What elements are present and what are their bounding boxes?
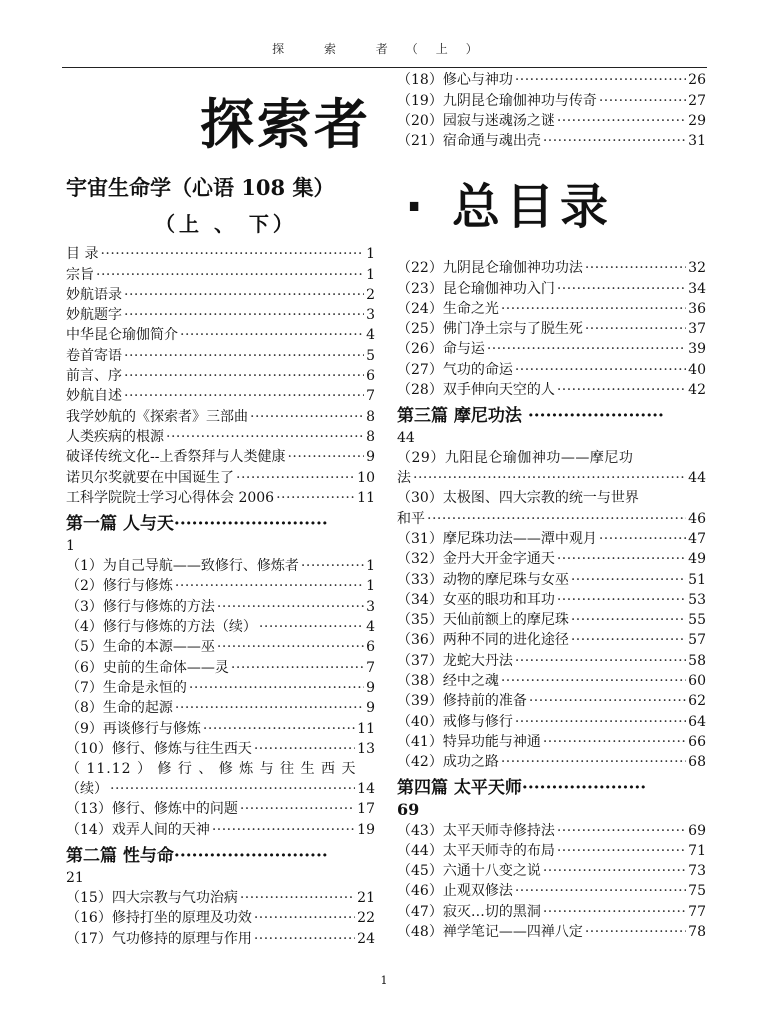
- leader-dots: [501, 299, 686, 319]
- toc-entry-title: 诺贝尔奖就要在中国诞生了: [66, 469, 234, 486]
- toc-entry-page: 29: [688, 112, 706, 129]
- leader-dots: [301, 556, 364, 576]
- toc-entry[interactable]: [397, 650, 706, 670]
- toc-entry-page: 10: [357, 469, 375, 486]
- toc-entry-page: 2: [366, 286, 375, 303]
- leader-dots: [96, 265, 364, 285]
- leader-dots: [166, 427, 364, 447]
- toc-entry[interactable]: [397, 841, 706, 861]
- toc-entry-title: （29）九阳昆仑瑜伽神功——摩尼功: [397, 450, 634, 467]
- toc-entry-wrapped[interactable]: （ 11.12 ） 修 行 、 修 炼 与 往 生 西 天 （续） ····· 14: [66, 759, 375, 799]
- toc-entry-page: 60: [688, 673, 706, 690]
- leader-dots: [487, 339, 686, 359]
- leader-dots: [571, 610, 686, 630]
- leader-dots: [515, 651, 686, 671]
- toc-entry-page: 40: [688, 361, 706, 378]
- leader-dots: [254, 908, 355, 928]
- toc-entry-page: 36: [688, 300, 706, 317]
- toc-entry-page: 53: [688, 591, 706, 608]
- toc-entry[interactable]: [397, 529, 706, 549]
- toc-entry[interactable]: [397, 610, 706, 630]
- toc-entry-page: 5: [366, 347, 375, 364]
- section-page-3: 44: [397, 430, 415, 447]
- leader-dots: [585, 319, 686, 339]
- toc-entry[interactable]: [66, 325, 375, 345]
- leader-dots: [557, 821, 686, 841]
- toc-entry-page: 3: [366, 598, 375, 615]
- leader-dots: [557, 549, 686, 569]
- toc-entry-page: 32: [688, 260, 706, 277]
- leader-dots: [175, 698, 364, 718]
- leader-dots: [212, 820, 355, 840]
- toc-entry[interactable]: [66, 617, 375, 637]
- leader-dots: [217, 597, 364, 617]
- leader-dots: [585, 922, 686, 942]
- toc-entry-title: （39）修持前的准备: [397, 693, 527, 710]
- toc-entry[interactable]: [66, 637, 375, 657]
- toc-entry-page: 4: [366, 327, 375, 344]
- leader-dots: [543, 861, 686, 881]
- leader-dots: [515, 360, 686, 380]
- leader-dots: [124, 346, 364, 366]
- toc-entry-page: 58: [688, 652, 706, 669]
- toc-entry-title: （38）经中之魂: [397, 673, 499, 690]
- leader-dots: [543, 902, 686, 922]
- toc-entry[interactable]: [66, 739, 375, 759]
- leader-dots: [124, 386, 364, 406]
- toc-entry-title: 前言、序: [66, 368, 122, 385]
- toc-entry-title: （41）特异功能与神通: [397, 733, 541, 750]
- toc-entry[interactable]: [397, 711, 706, 731]
- toc-entry-page: 9: [366, 449, 375, 466]
- toc-entry[interactable]: [397, 380, 706, 400]
- toc-entry-title: （13）修行、修炼中的问题: [66, 801, 238, 818]
- toc-entry-page: 42: [688, 382, 706, 399]
- volume-label: （上 、 下）: [155, 212, 297, 236]
- toc-entry-title: （16）修持打坐的原理及功效: [66, 910, 252, 927]
- toc-entry-title: （9）再谈修行与修炼: [66, 720, 201, 737]
- toc-entry-page: 7: [366, 388, 375, 405]
- toc-entry[interactable]: [66, 657, 375, 677]
- toc-entry-wrapped[interactable]: （29）九阳昆仑瑜伽神功——摩尼功 法 ····· 44: [397, 448, 706, 488]
- toc-entry-page: 1: [366, 578, 375, 595]
- toc-entry-page: 34: [688, 280, 706, 297]
- leader-dots: [515, 712, 686, 732]
- section-page-4: 69: [397, 800, 420, 820]
- toc-entry-title: （5）生命的本源——巫: [66, 639, 215, 656]
- toc-entry[interactable]: [66, 406, 375, 426]
- toc-entry-title: （ 11.12 ） 修 行 、 修 炼 与 往 生 西 天: [66, 760, 357, 777]
- leader-dots: [240, 888, 355, 908]
- section-heading-3: 第三篇 摩尼功法 ·······················: [397, 406, 664, 427]
- leader-dots: [515, 881, 686, 901]
- toc-entry[interactable]: [66, 305, 375, 325]
- toc-entry-page: 77: [688, 903, 706, 920]
- toc-entry-title: （20）园寂与迷魂汤之谜: [397, 112, 555, 129]
- toc-entry[interactable]: [66, 718, 375, 738]
- leader-dots: [124, 305, 364, 325]
- toc-entry-title: （18）修心与神功: [397, 72, 513, 89]
- leader-dots: [250, 407, 364, 427]
- leader-dots: [585, 258, 686, 278]
- leader-dots: [599, 91, 686, 111]
- toc-entry[interactable]: [397, 881, 706, 901]
- toc-entry-page: 57: [688, 632, 706, 649]
- toc-entry[interactable]: [397, 549, 706, 569]
- left-column: [66, 244, 375, 949]
- leader-dots: [254, 929, 355, 949]
- toc-entry[interactable]: [66, 366, 375, 386]
- toc-entry-page: 11: [357, 489, 375, 506]
- toc-entry-title: （36）两种不同的进化途径: [397, 632, 569, 649]
- toc-entry-page: 27: [688, 92, 706, 109]
- leader-dots: [254, 739, 355, 759]
- toc-entry-page: 37: [688, 321, 706, 338]
- leader-dots: [203, 719, 355, 739]
- toc-entry[interactable]: [397, 319, 706, 339]
- toc-entry[interactable]: [397, 671, 706, 691]
- toc-entry-page: 73: [688, 863, 706, 880]
- toc-entry[interactable]: [66, 488, 375, 508]
- toc-entry-title: （37）龙蛇大丹法: [397, 652, 513, 669]
- toc-entry[interactable]: [397, 299, 706, 319]
- toc-entry-title: （1）为自己导航——致修行、修炼者: [66, 558, 299, 575]
- right-column: [397, 258, 706, 942]
- toc-entry[interactable]: [66, 596, 375, 616]
- toc-entry-title: （32）金丹大开金字通天: [397, 551, 555, 568]
- leader-dots: [287, 447, 364, 467]
- leader-dots: [515, 70, 686, 90]
- leader-dots: [189, 678, 364, 698]
- page-number: 1: [380, 974, 388, 987]
- toc-entry-title: （22）九阴昆仑瑜伽神功功法: [397, 260, 583, 277]
- toc-entry-page: 9: [366, 679, 375, 696]
- toc-entry-page: 22: [357, 910, 375, 927]
- toc-entry[interactable]: [66, 908, 375, 928]
- toc-entry[interactable]: [397, 131, 706, 151]
- leader-dots: [231, 658, 364, 678]
- toc-entry-page: 17: [357, 801, 375, 818]
- toc-entry-title: 妙航自述: [66, 388, 122, 405]
- section-heading-4: 第四篇 太平天师·····················: [397, 778, 647, 799]
- toc-entry-title: （42）成功之路: [397, 754, 499, 771]
- toc-entry-title: （2）修行与修炼: [66, 578, 173, 595]
- toc-entry-page: 21: [357, 890, 375, 907]
- toc-entry-title: （31）摩尼珠功法——潭中观月: [397, 530, 597, 547]
- toc-entry-page: 49: [688, 551, 706, 568]
- toc-entry-title: （46）止观双修法: [397, 883, 513, 900]
- toc-entry-page: 26: [688, 72, 706, 89]
- toc-entry-page: 51: [688, 571, 706, 588]
- toc-entry[interactable]: [397, 732, 706, 752]
- toc-entry-title: 人类疾病的根源: [66, 428, 164, 445]
- leader-dots: [557, 279, 686, 299]
- toc-entry-page: 11: [357, 720, 375, 737]
- toc-entry-title: 妙航语录: [66, 286, 122, 303]
- toc-entry-page: 68: [688, 754, 706, 771]
- toc-entry-page: 9: [366, 700, 375, 717]
- toc-entry-page: 24: [357, 930, 375, 947]
- toc-entry[interactable]: [66, 447, 375, 467]
- toc-entry[interactable]: [397, 820, 706, 840]
- toc-heading: · 总目录: [405, 179, 614, 235]
- toc-entry[interactable]: [397, 630, 706, 650]
- running-header: 探 索 者（上）: [272, 42, 496, 56]
- leader-dots: [543, 732, 686, 752]
- toc-entry[interactable]: [397, 70, 706, 90]
- toc-entry[interactable]: [397, 752, 706, 772]
- leader-dots: [259, 617, 364, 637]
- toc-entry-page: 19: [357, 821, 375, 838]
- toc-entry-title: （25）佛门净土宗与了脱生死: [397, 321, 583, 338]
- toc-entry-page: 69: [688, 822, 706, 839]
- toc-entry-title: （43）太平天师寺修持法: [397, 822, 555, 839]
- toc-entry[interactable]: [66, 386, 375, 406]
- toc-entry[interactable]: [66, 285, 375, 305]
- toc-entry-title: （30）太极图、四大宗教的统一与世界: [397, 490, 639, 507]
- toc-entry[interactable]: [66, 345, 375, 365]
- toc-entry-title: 我学妙航的《探索者》三部曲: [66, 408, 248, 425]
- toc-entry[interactable]: [66, 678, 375, 698]
- toc-entry[interactable]: [66, 556, 375, 576]
- toc-entry-page: 75: [688, 883, 706, 900]
- section-page-2: 21: [66, 869, 84, 886]
- toc-entry-title: （47）寂灭…切的黑洞: [397, 903, 541, 920]
- toc-entry[interactable]: [66, 244, 375, 264]
- toc-entry-title: （6）史前的生命体——灵: [66, 659, 229, 676]
- toc-entry-page: 7: [366, 659, 375, 676]
- toc-entry-page: 6: [366, 639, 375, 656]
- toc-entry-page: 78: [688, 924, 706, 941]
- toc-entry-title: （28）双手伸向天空的人: [397, 382, 555, 399]
- toc-entry[interactable]: [397, 922, 706, 942]
- toc-entry-page: 66: [688, 733, 706, 750]
- header-rule: [62, 67, 707, 68]
- toc-entry[interactable]: [397, 278, 706, 298]
- toc-entry-title: 目 录: [66, 246, 99, 263]
- leader-dots: [100, 244, 364, 264]
- toc-entry[interactable]: [397, 258, 706, 278]
- toc-entry-page: 64: [688, 713, 706, 730]
- toc-entry-title: （23）昆仑瑜伽神功入门: [397, 280, 555, 297]
- leader-dots: [599, 529, 686, 549]
- toc-entry[interactable]: [66, 467, 375, 487]
- toc-entry-page: 4: [366, 619, 375, 636]
- toc-entry[interactable]: [66, 799, 375, 819]
- toc-entry-title: （45）六通十八变之说: [397, 863, 541, 880]
- leader-dots: [557, 111, 686, 131]
- toc-entry-title: （24）生命之光: [397, 300, 499, 317]
- leader-dots: [557, 380, 686, 400]
- toc-entry-title: 宗旨: [66, 266, 94, 283]
- toc-entry-title: （15）四大宗教与气功治病: [66, 890, 238, 907]
- toc-entry-page: 13: [357, 740, 375, 757]
- toc-entry-title: 中华昆仑瑜伽简介: [66, 327, 178, 344]
- toc-entry-title: （17）气功修持的原理与作用: [66, 930, 252, 947]
- toc-entry-page: 8: [366, 428, 375, 445]
- toc-entry-page: 71: [688, 842, 706, 859]
- toc-entry-title: （40）戒修与修行: [397, 713, 513, 730]
- toc-entry-title: （3）修行与修炼的方法: [66, 598, 215, 615]
- leader-dots: [175, 576, 364, 596]
- toc-entry-page: 3: [366, 307, 375, 324]
- leader-dots: [236, 468, 355, 488]
- leader-dots: [543, 131, 686, 151]
- toc-entry-title: （19）九阴昆仑瑜伽神功与传奇: [397, 92, 597, 109]
- toc-entry-title: （4）修行与修炼的方法（续）: [66, 619, 257, 636]
- right-column-top: [397, 70, 706, 151]
- toc-entry[interactable]: [66, 264, 375, 284]
- toc-entry-title: （21）宿命通与魂出壳: [397, 133, 541, 150]
- leader-dots: [557, 841, 686, 861]
- toc-entry-title: （7）生命是永恒的: [66, 679, 187, 696]
- toc-entry[interactable]: [397, 569, 706, 589]
- leader-dots: [557, 590, 686, 610]
- toc-entry-title: （48）禅学笔记——四禅八定: [397, 924, 583, 941]
- toc-entry-title: 卷首寄语: [66, 347, 122, 364]
- toc-entry[interactable]: [397, 111, 706, 131]
- toc-entry[interactable]: [66, 928, 375, 948]
- leader-dots: [240, 799, 355, 819]
- toc-entry-title: （34）女巫的眼功和耳功: [397, 591, 555, 608]
- toc-entry-title: （33）动物的摩尼珠与女巫: [397, 571, 569, 588]
- toc-entry-title: 工科学院院士学习心得体会 2006: [66, 489, 275, 506]
- toc-entry-title: （44）太平天师寺的布局: [397, 842, 555, 859]
- toc-entry-title: （27）气功的命运: [397, 361, 513, 378]
- toc-entry[interactable]: [397, 590, 706, 610]
- toc-entry-page: 39: [688, 341, 706, 358]
- toc-entry-page: 6: [366, 368, 375, 385]
- toc-entry-title: （8）生命的起源: [66, 700, 173, 717]
- section-page-1: 1: [66, 537, 75, 554]
- toc-entry[interactable]: [397, 359, 706, 379]
- toc-entry[interactable]: [66, 819, 375, 839]
- toc-entry-page: 47: [688, 530, 706, 547]
- toc-entry[interactable]: [397, 861, 706, 881]
- toc-entry-title: （14）戏弄人间的天神: [66, 821, 210, 838]
- book-subtitle: 宇宙生命学（心语 108 集）: [66, 175, 335, 200]
- section-heading-1: 第一篇 人与天··························: [66, 513, 328, 534]
- toc-entry[interactable]: [397, 339, 706, 359]
- toc-entry[interactable]: [66, 698, 375, 718]
- leader-dots: [276, 488, 355, 508]
- toc-entry-page: 1: [366, 246, 375, 263]
- toc-entry-page: 62: [688, 693, 706, 710]
- toc-entry-title: （10）修行、修炼与往生西天: [66, 740, 252, 757]
- toc-entry[interactable]: [397, 901, 706, 921]
- toc-entry[interactable]: [66, 888, 375, 908]
- toc-entry-title: 妙航题字: [66, 307, 122, 324]
- section-heading-2: 第二篇 性与命··························: [66, 845, 328, 866]
- toc-entry[interactable]: [397, 90, 706, 110]
- leader-dots: [501, 752, 686, 772]
- toc-entry[interactable]: [66, 427, 375, 447]
- toc-entry[interactable]: [66, 576, 375, 596]
- leader-dots: [501, 671, 686, 691]
- toc-entry-page: 31: [688, 133, 706, 150]
- leader-dots: [124, 285, 364, 305]
- toc-entry-page: 1: [366, 558, 375, 575]
- toc-entry-title: （35）天仙前额上的摩尼珠: [397, 612, 569, 629]
- book-title: 探索者: [200, 93, 371, 156]
- toc-entry-page: 55: [688, 612, 706, 629]
- leader-dots: [180, 325, 364, 345]
- toc-entry-page: 1: [366, 266, 375, 283]
- leader-dots: [124, 366, 364, 386]
- leader-dots: [571, 630, 686, 650]
- toc-entry-title: 破译传统文化--上香祭拜与人类健康: [66, 449, 286, 466]
- toc-entry-page: 8: [366, 408, 375, 425]
- toc-entry-wrapped[interactable]: （30）太极图、四大宗教的统一与世界 和平 ····· 46: [397, 488, 706, 528]
- leader-dots: [571, 570, 686, 590]
- toc-entry-title: （26）命与运: [397, 341, 485, 358]
- leader-dots: [217, 637, 364, 657]
- toc-entry[interactable]: [397, 691, 706, 711]
- leader-dots: [529, 691, 686, 711]
